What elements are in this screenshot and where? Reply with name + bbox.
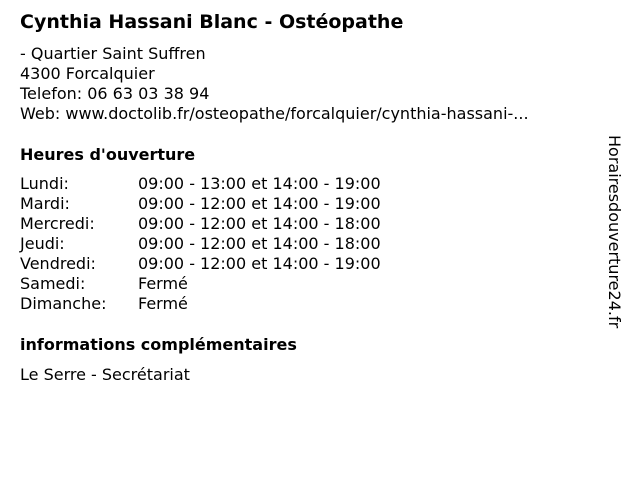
day-label: Jeudi: <box>20 234 65 253</box>
brand-watermark: Horairesdouverture24.fr <box>605 135 624 329</box>
time-value: 09:00 - 12:00 et 14:00 - 19:00 <box>138 254 381 273</box>
hours-heading: Heures d'ouverture <box>20 145 196 164</box>
address-block <box>20 44 529 124</box>
additional-info-heading: informations complémentaires <box>20 335 297 354</box>
time-value: 09:00 - 12:00 et 14:00 - 18:00 <box>138 234 381 253</box>
day-label: Dimanche: <box>20 294 107 313</box>
website-link: Web: www.doctolib.fr/osteopathe/forcalquier/cynthia-hassani-... <box>20 104 529 123</box>
time-value: Fermé <box>138 294 188 313</box>
page-title: Cynthia Hassani Blanc - Ostéopathe <box>20 11 404 33</box>
day-label: Mardi: <box>20 194 70 213</box>
address-street: - Quartier Saint Suffren <box>20 44 206 63</box>
address-city: 4300 Forcalquier <box>20 64 155 83</box>
day-label: Lundi: <box>20 174 69 193</box>
time-value: 09:00 - 12:00 et 14:00 - 19:00 <box>138 194 381 213</box>
day-label: Vendredi: <box>20 254 96 273</box>
day-label: Mercredi: <box>20 214 95 233</box>
time-value: 09:00 - 13:00 et 14:00 - 19:00 <box>138 174 381 193</box>
day-label: Samedi: <box>20 274 86 293</box>
phone-number: Telefon: 06 63 03 38 94 <box>20 84 210 103</box>
time-value: 09:00 - 12:00 et 14:00 - 18:00 <box>138 214 381 233</box>
additional-info-text: Le Serre - Secrétariat <box>20 365 190 384</box>
time-value: Fermé <box>138 274 188 293</box>
